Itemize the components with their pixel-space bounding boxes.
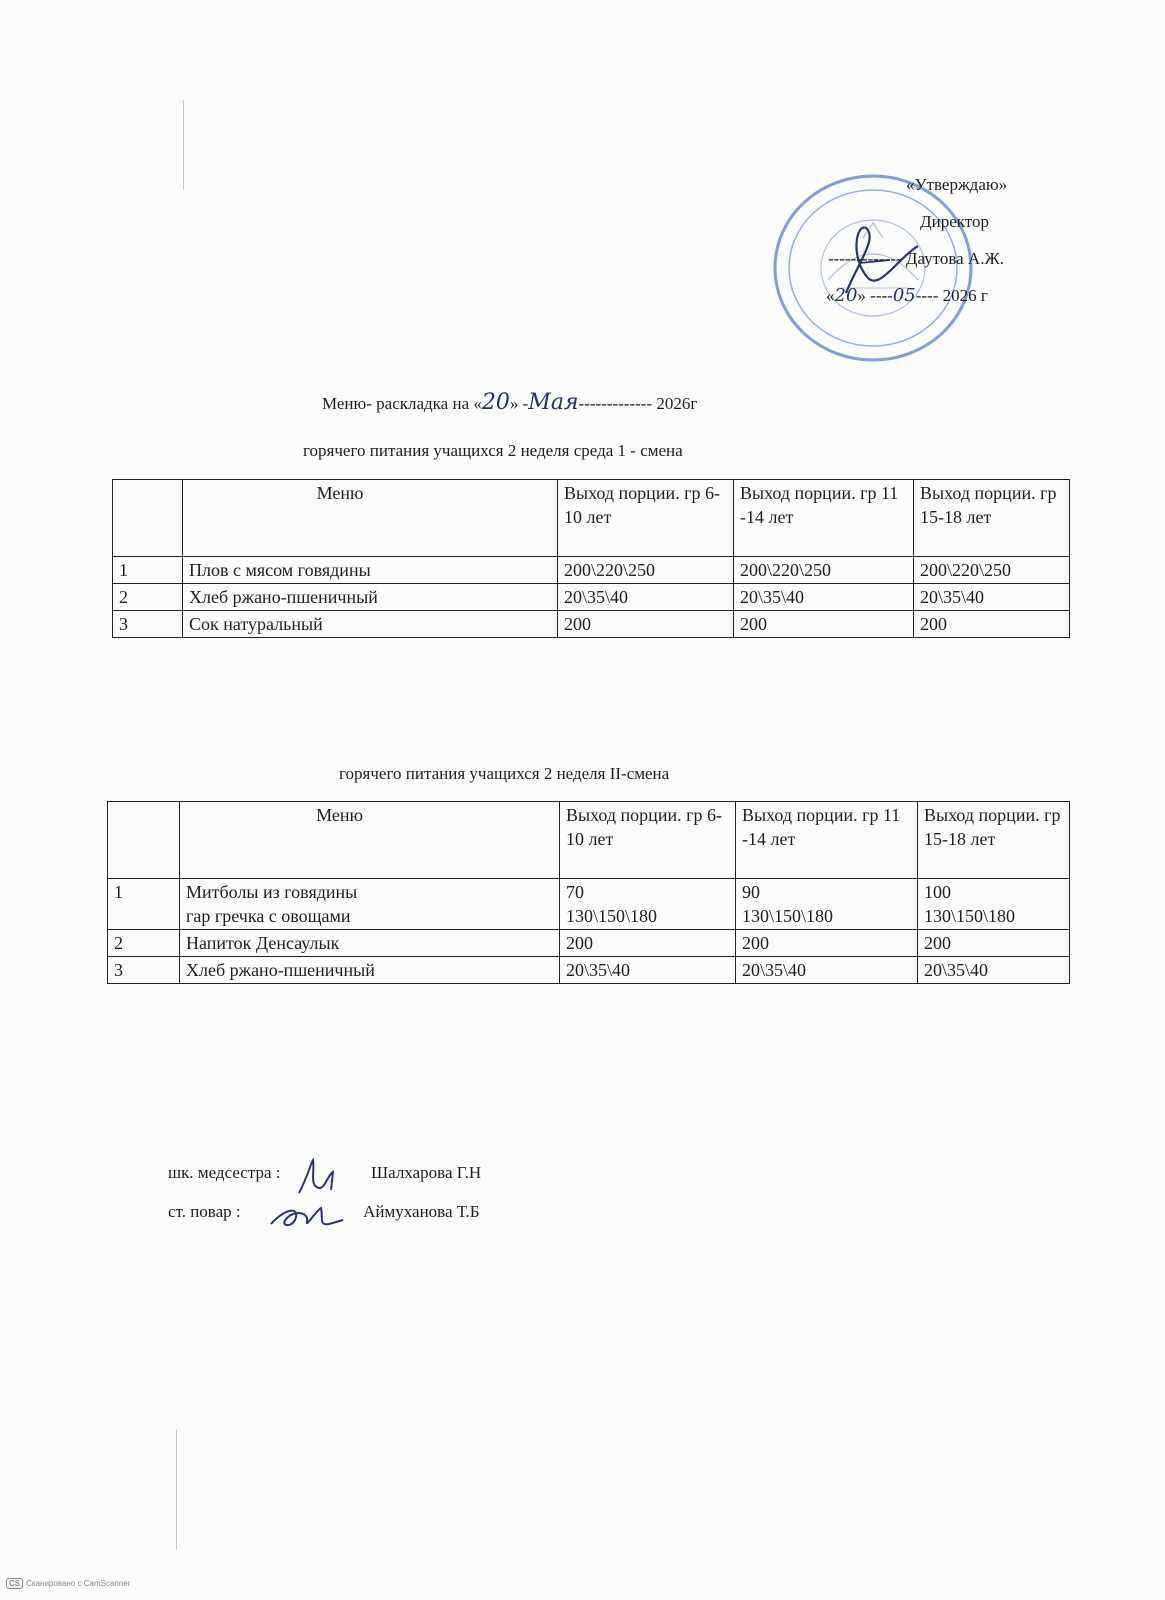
page-title: Меню- раскладка на «20» -Мая------------- 2026г — [322, 390, 698, 415]
handwritten-title-day: 20 — [481, 390, 510, 415]
table-header-row — [108, 802, 1070, 879]
portion-cell: 100 130\150\180 — [918, 879, 1070, 930]
portion-cell: 20\35\40 — [736, 957, 918, 984]
table-row — [108, 879, 1070, 930]
column-header: Выход порции. гр 15-18 лет — [914, 480, 1070, 557]
column-header: Выход порции. гр 11 -14 лет — [736, 802, 918, 879]
shift2-heading: горячего питания учащихся 2 неделя II-смена — [339, 764, 670, 783]
scanner-watermark — [6, 1578, 130, 1589]
row-number-cell: 2 — [108, 930, 180, 957]
handwritten-day: 20 — [834, 285, 858, 306]
portion-cell: 200 — [914, 611, 1070, 638]
portion-cell: 20\35\40 — [734, 584, 914, 611]
portion-cell: 200 — [558, 611, 734, 638]
dish-name-cell: Хлеб ржано-пшеничный — [180, 957, 560, 984]
cook-name: Аймуханова Т.Б — [363, 1201, 480, 1221]
cook-label: ст. повар : — [168, 1201, 241, 1221]
portion-cell: 20\35\40 — [560, 957, 736, 984]
table-row — [108, 930, 1070, 957]
shift2-menu-table — [107, 801, 1070, 984]
nurse-name: Шалхарова Г.Н — [371, 1162, 482, 1182]
table-row — [108, 957, 1070, 984]
shift1-heading: горячего питания учащихся 2 неделя среда 1 - смена — [303, 441, 683, 460]
shift1-menu-table — [112, 479, 1070, 638]
approval-position: Директор — [920, 212, 989, 231]
column-header: Меню — [180, 802, 560, 879]
handwritten-title-month: Мая — [528, 390, 579, 415]
column-header — [113, 480, 183, 557]
portion-cell: 200 — [560, 930, 736, 957]
row-number-cell: 3 — [113, 611, 183, 638]
scan-artifact — [183, 100, 184, 190]
shift2-table-body — [108, 802, 1070, 984]
scan-artifact — [176, 1430, 177, 1550]
portion-cell: 70 130\150\180 — [560, 879, 736, 930]
column-header: Выход порции. гр 15-18 лет — [918, 802, 1070, 879]
portion-cell: 200 — [918, 930, 1070, 957]
row-number-cell: 1 — [108, 879, 180, 930]
portion-cell: 200\220\250 — [734, 557, 914, 584]
table-row — [113, 584, 1070, 611]
handwritten-month: 05 — [892, 285, 916, 306]
table-header-row — [113, 480, 1070, 557]
table-row — [113, 557, 1070, 584]
portion-cell: 20\35\40 — [558, 584, 734, 611]
approval-block — [820, 166, 1007, 314]
portion-cell: 200\220\250 — [914, 557, 1070, 584]
dish-name-cell: Напиток Денсаулык — [180, 930, 560, 957]
nurse-signature — [289, 1158, 359, 1198]
portion-cell: 20\35\40 — [918, 957, 1070, 984]
dish-name-cell: Хлеб ржано-пшеничный — [183, 584, 558, 611]
nurse-label: шк. медсестра : — [168, 1162, 281, 1182]
row-number-cell: 1 — [113, 557, 183, 584]
approval-director: ------------- Даутова А.Ж. — [828, 249, 1004, 268]
scanner-text: Сканировано с CamScanner — [26, 1579, 131, 1588]
portion-cell: 200 — [736, 930, 918, 957]
column-header: Выход порции. гр 6-10 лет — [560, 802, 736, 879]
dish-name-cell: Сок натуральный — [183, 611, 558, 638]
shift1-table-body — [113, 480, 1070, 638]
cook-signature — [265, 1198, 345, 1234]
portion-cell: 200\220\250 — [558, 557, 734, 584]
nurse-signature-line — [168, 1158, 481, 1190]
cook-signature-line — [168, 1198, 479, 1228]
approval-heading: «Утверждаю» — [906, 175, 1008, 194]
portion-cell: 20\35\40 — [914, 584, 1070, 611]
dish-name-cell: Митболы из говядины гар гречка с овощами — [180, 879, 560, 930]
column-header: Выход порции. гр 6-10 лет — [558, 480, 734, 557]
scanner-logo: CS — [6, 1578, 23, 1589]
portion-cell: 200 — [734, 611, 914, 638]
table-row — [113, 611, 1070, 638]
approval-date: «20» ----05---- 2026 г — [826, 285, 988, 306]
column-header: Меню — [183, 480, 558, 557]
row-number-cell: 3 — [108, 957, 180, 984]
column-header: Выход порции. гр 11 -14 лет — [734, 480, 914, 557]
row-number-cell: 2 — [113, 584, 183, 611]
portion-cell: 90 130\150\180 — [736, 879, 918, 930]
dish-name-cell: Плов с мясом говядины — [183, 557, 558, 584]
column-header — [108, 802, 180, 879]
